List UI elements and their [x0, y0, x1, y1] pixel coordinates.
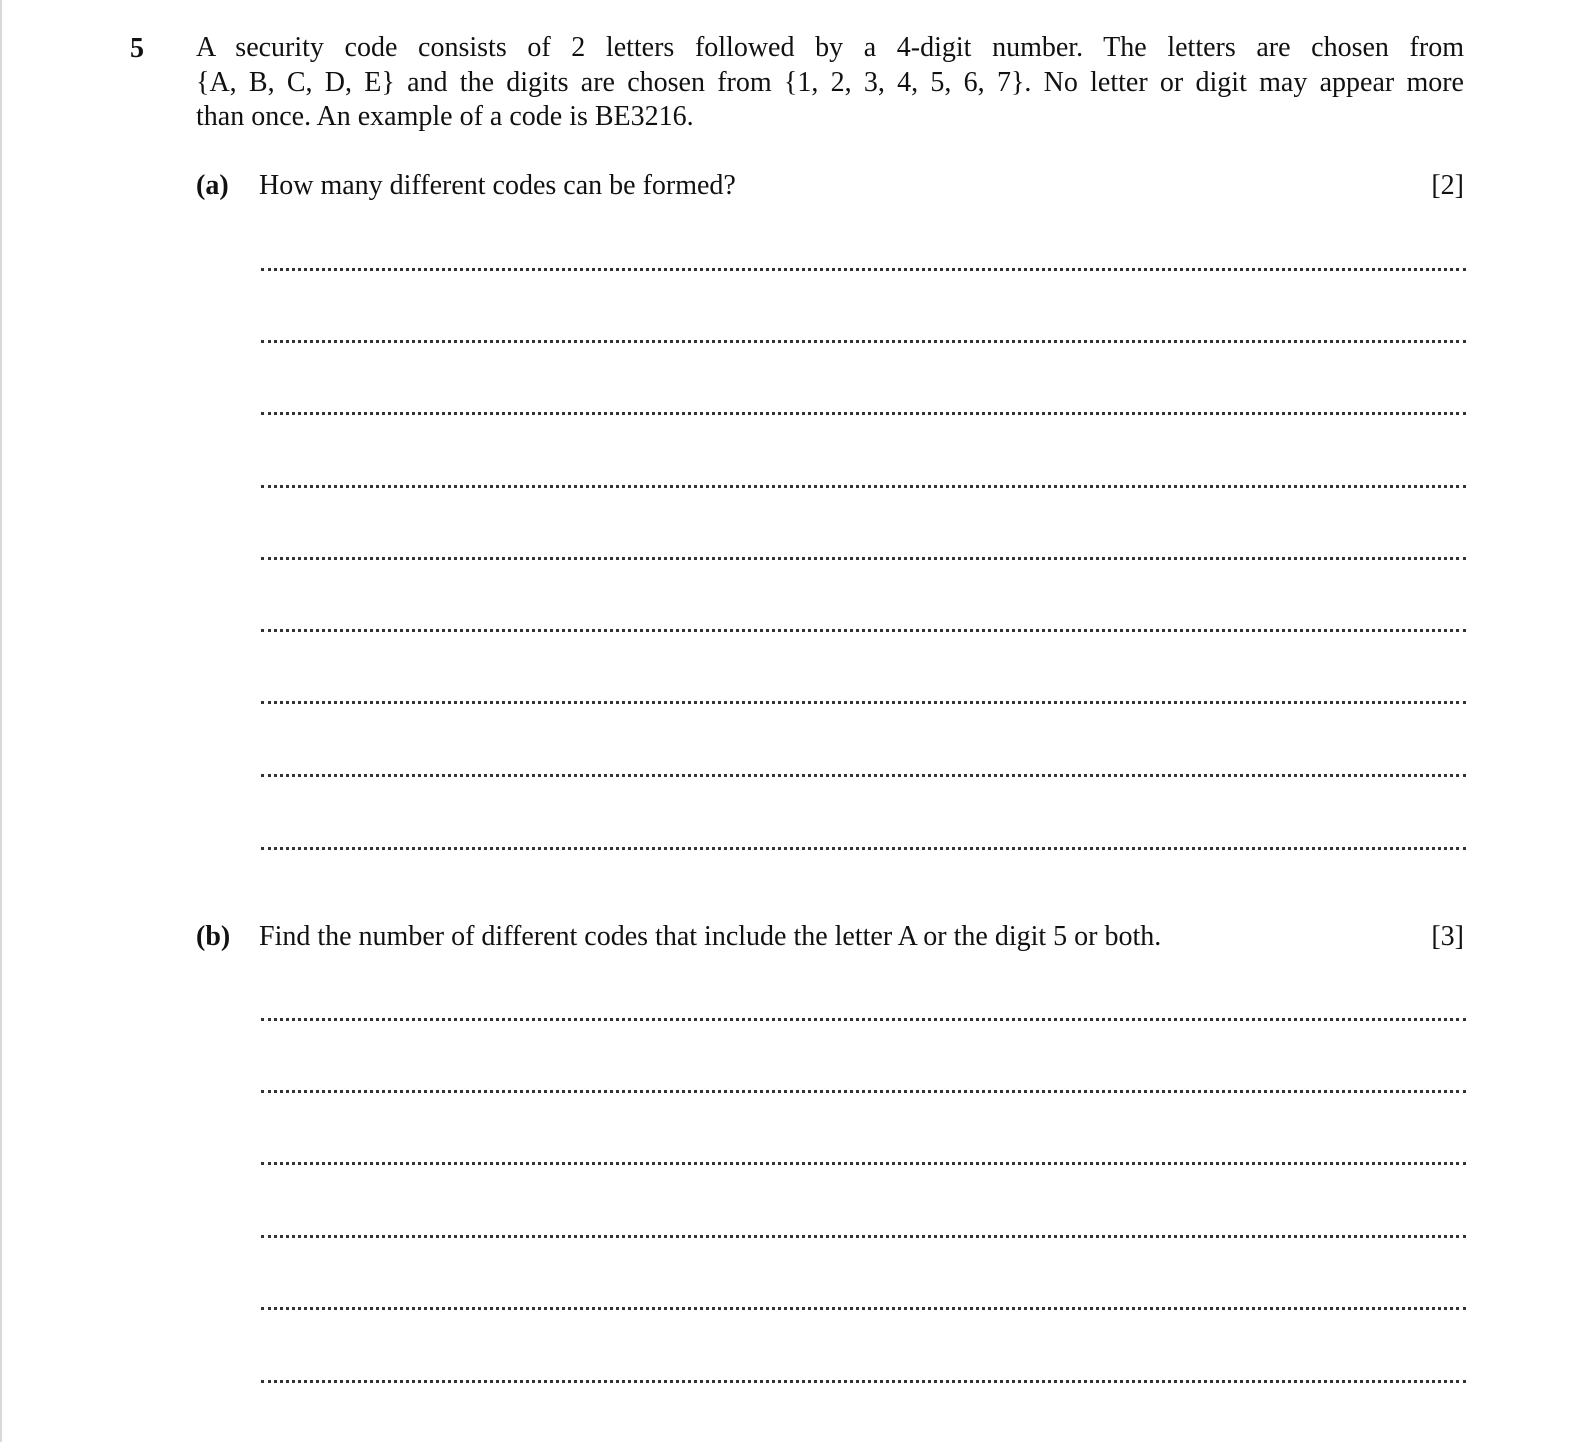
answer-line[interactable] [261, 629, 1466, 632]
part-b-marks: [3] [1431, 921, 1464, 952]
question-stem-line-2: {A, B, C, D, E} and the digits are chosen from {1, 2, 3, 4, 5, 6, 7}. No letter or digit may appear more [196, 66, 1464, 98]
answer-line[interactable] [261, 1090, 1466, 1093]
answer-line[interactable] [261, 701, 1466, 704]
answer-line[interactable] [261, 847, 1466, 850]
answer-line[interactable] [261, 1235, 1466, 1238]
answer-line[interactable] [261, 412, 1466, 415]
answer-line[interactable] [261, 1380, 1466, 1383]
question-stem-line-1: A security code consists of 2 letters followed by a 4-digit number. The letters are chosen from [196, 32, 1464, 63]
page-left-border [0, 0, 2, 1442]
part-a-label: (a) [196, 170, 229, 201]
question-stem-line-3: than once. An example of a code is BE3216. [196, 101, 694, 132]
part-a-question: How many different codes can be formed? [259, 170, 736, 201]
question-number: 5 [130, 33, 144, 64]
answer-line[interactable] [261, 1162, 1466, 1165]
answer-line[interactable] [261, 1307, 1466, 1310]
answer-line[interactable] [261, 268, 1466, 271]
answer-line[interactable] [261, 557, 1466, 560]
question-stem [196, 31, 1464, 135]
answer-line[interactable] [261, 1018, 1466, 1021]
answer-line[interactable] [261, 340, 1466, 343]
part-a-marks: [2] [1431, 170, 1464, 201]
part-b-question: Find the number of different codes that include the letter A or the digit 5 or both. [259, 921, 1162, 952]
part-b-label: (b) [196, 921, 231, 952]
answer-line[interactable] [261, 485, 1466, 488]
answer-line[interactable] [261, 774, 1466, 777]
